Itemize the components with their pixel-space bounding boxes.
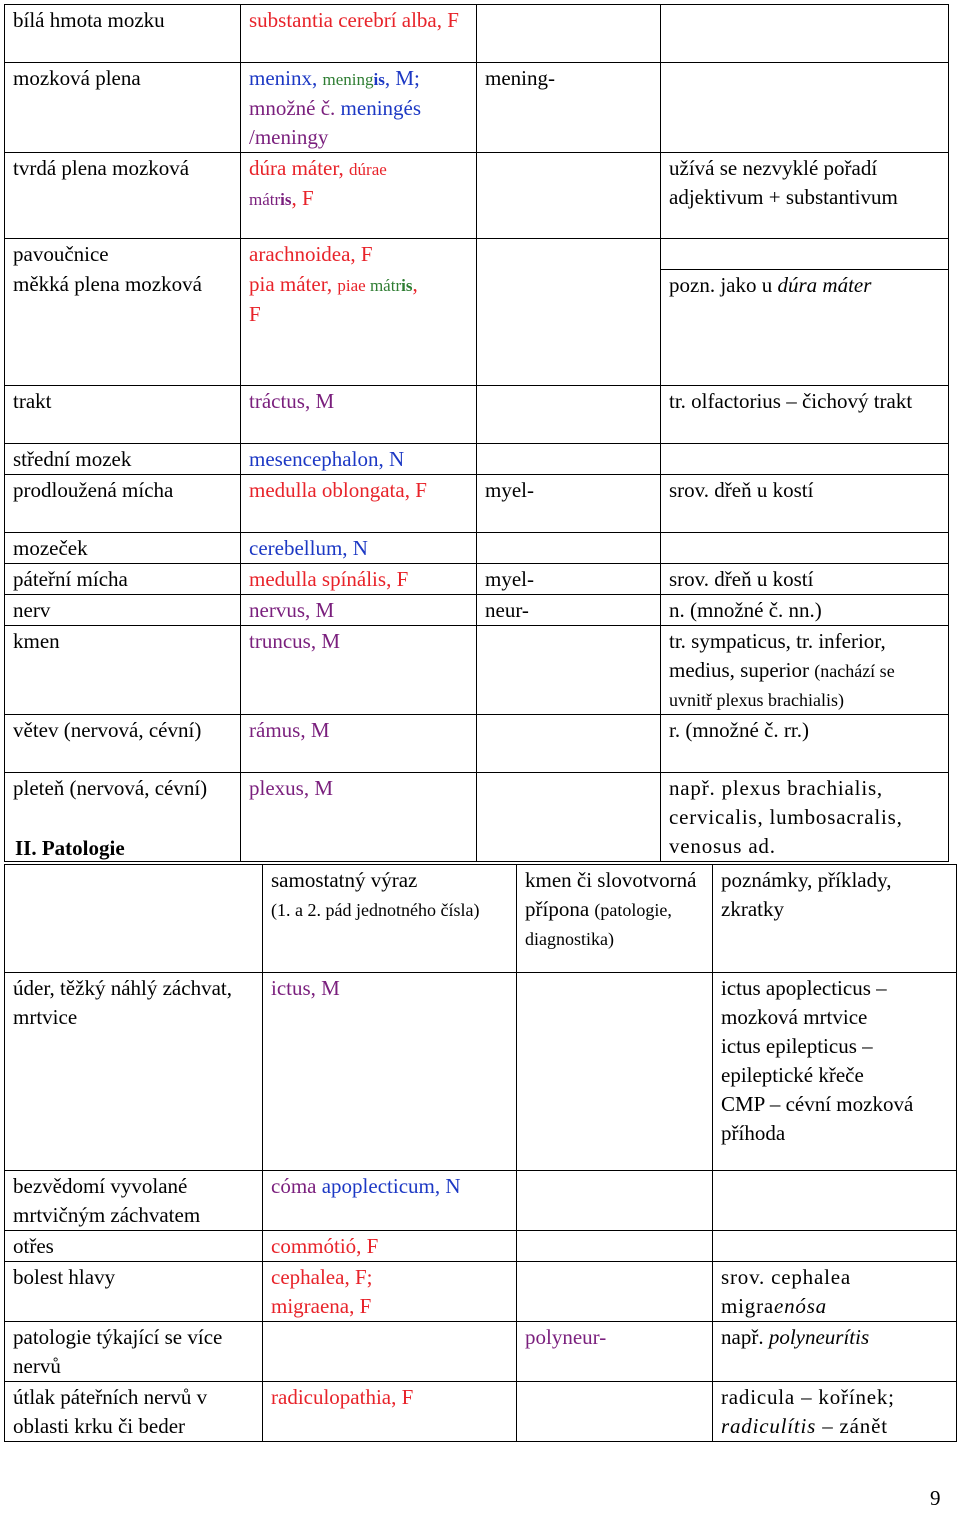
table-row — [5, 1382, 957, 1442]
stem-cell — [477, 153, 661, 239]
czech-term: kmen — [5, 625, 241, 714]
czech-term: střední mozek — [5, 443, 241, 474]
note-cell: radicula – kořínek; radiculítis – zánět — [713, 1382, 957, 1442]
header-empty — [5, 865, 263, 973]
note-cell: užívá se nezvyklé pořadí adjektivum + substantivum — [661, 153, 949, 239]
latin-term: ictus, M — [263, 973, 517, 1171]
stem-cell — [477, 532, 661, 563]
stem-cell: neur- — [477, 594, 661, 625]
header-stem: kmen či slovotvorná přípona (patologie, diagnostika) — [517, 865, 713, 973]
note-cell: pozn. jako u dúra máter — [661, 269, 949, 385]
latin-term: truncus, M — [241, 625, 477, 714]
stem-cell: mening- — [477, 63, 661, 153]
stem-cell — [477, 5, 661, 63]
table-row — [5, 5, 949, 63]
czech-term: větev (nervová, cévní) — [5, 714, 241, 772]
czech-term: patologie týkající se více nervů — [5, 1322, 263, 1382]
note-cell: např. plexus brachialis, cervicalis, lumbosacralis, venosus ad. — [661, 772, 949, 861]
czech-term: mozeček — [5, 532, 241, 563]
czech-term: pleteň (nervová, cévní) — [5, 772, 241, 861]
latin-term: pia máter, piae mátris, F — [241, 269, 477, 385]
latin-term: commótió, F — [263, 1231, 517, 1262]
czech-term: bolest hlavy — [5, 1262, 263, 1322]
header-term: samostatný výraz (1. a 2. pád jednotného čísla) — [263, 865, 517, 973]
stem-cell — [477, 714, 661, 772]
table-row — [5, 594, 949, 625]
table-row — [5, 532, 949, 563]
czech-term: páteřní mícha — [5, 563, 241, 594]
czech-term: trakt — [5, 385, 241, 443]
table-row — [5, 1262, 957, 1322]
table-row — [5, 714, 949, 772]
note-cell — [713, 1171, 957, 1231]
stem-cell — [517, 973, 713, 1171]
latin-term: radiculopathia, F — [263, 1382, 517, 1442]
latin-term: cephalea, F; migraena, F — [263, 1262, 517, 1322]
stem-cell — [517, 1262, 713, 1322]
latin-term: cerebellum, N — [241, 532, 477, 563]
table-row — [5, 625, 949, 714]
stem-cell — [477, 385, 661, 443]
note-cell: n. (množné č. nn.) — [661, 594, 949, 625]
stem-cell: polyneur- — [517, 1322, 713, 1382]
stem-cell — [477, 625, 661, 714]
latin-term: rámus, M — [241, 714, 477, 772]
latin-term: dúra máter, dúrae mátris, F — [241, 153, 477, 239]
note-cell: srov. dřeň u kostí — [661, 474, 949, 532]
stem-cell — [517, 1171, 713, 1231]
table-row — [5, 563, 949, 594]
pathology-table — [4, 864, 957, 1442]
table-row — [5, 973, 957, 1171]
stem-cell: myel- — [477, 563, 661, 594]
czech-term: tvrdá plena mozková — [5, 153, 241, 239]
note-cell: ictus apoplecticus – mozková mrtvice ictus epilepticus – epileptické křeče CMP – cévní mozková příhoda — [713, 973, 957, 1171]
latin-term: cóma apoplecticum, N — [263, 1171, 517, 1231]
czech-term: mozková plena — [5, 63, 241, 153]
header-notes: poznámky, příklady, zkratky — [713, 865, 957, 973]
latin-term: mesencephalon, N — [241, 443, 477, 474]
stem-cell — [477, 443, 661, 474]
latin-term: nervus, M — [241, 594, 477, 625]
stem-cell — [477, 772, 661, 861]
table-row — [5, 385, 949, 443]
latin-term: medulla oblongata, F — [241, 474, 477, 532]
czech-term: bezvědomí vyvolané mrtvičným záchvatem — [5, 1171, 263, 1231]
czech-term: nerv — [5, 594, 241, 625]
czech-term: bílá hmota mozku — [5, 5, 241, 63]
czech-term: útlak páteřních nervů v oblasti krku či beder — [5, 1382, 263, 1442]
czech-term: pavoučnice — [5, 239, 241, 270]
note-cell — [661, 443, 949, 474]
latin-term: arachnoidea, F — [241, 239, 477, 270]
note-cell — [713, 1231, 957, 1262]
note-cell — [661, 63, 949, 153]
latin-term: tráctus, M — [241, 385, 477, 443]
latin-term — [263, 1322, 517, 1382]
latin-term: plexus, M — [241, 772, 477, 861]
table-row — [5, 772, 949, 861]
table-row — [5, 474, 949, 532]
czech-term: měkká plena mozková — [5, 269, 241, 385]
table-row — [5, 153, 949, 239]
czech-term: úder, těžký náhlý záchvat, mrtvice — [5, 973, 263, 1171]
latin-term: meninx, meningis, M; množné č. meningés /meningy — [241, 63, 477, 153]
note-cell — [661, 239, 949, 270]
note-cell: srov. dřeň u kostí — [661, 563, 949, 594]
latin-term: substantia cerebrí alba, F — [241, 5, 477, 63]
stem-cell — [517, 1382, 713, 1442]
table-row — [5, 239, 949, 270]
table-row — [5, 1322, 957, 1382]
table-row — [5, 1231, 957, 1262]
czech-term: prodloužená mícha — [5, 474, 241, 532]
anatomy-table — [4, 4, 949, 862]
stem-cell — [477, 239, 661, 386]
note-cell: např. polyneurítis — [713, 1322, 957, 1382]
page-number: 9 — [930, 1486, 941, 1510]
stem-cell — [517, 1231, 713, 1262]
table-row — [5, 443, 949, 474]
note-cell: srov. cephalea migraenósa — [713, 1262, 957, 1322]
latin-term: medulla spínális, F — [241, 563, 477, 594]
table-row — [5, 1171, 957, 1231]
czech-term: otřes — [5, 1231, 263, 1262]
section-title: II. Patologie — [15, 836, 125, 860]
table-row — [5, 63, 949, 153]
note-cell — [661, 5, 949, 63]
note-cell: tr. olfactorius – čichový trakt — [661, 385, 949, 443]
note-cell: r. (množné č. rr.) — [661, 714, 949, 772]
note-cell: tr. sympaticus, tr. inferior, medius, superior (nachází se uvnitř plexus brachialis) — [661, 625, 949, 714]
note-cell — [661, 532, 949, 563]
table-header-row — [5, 865, 957, 973]
stem-cell: myel- — [477, 474, 661, 532]
